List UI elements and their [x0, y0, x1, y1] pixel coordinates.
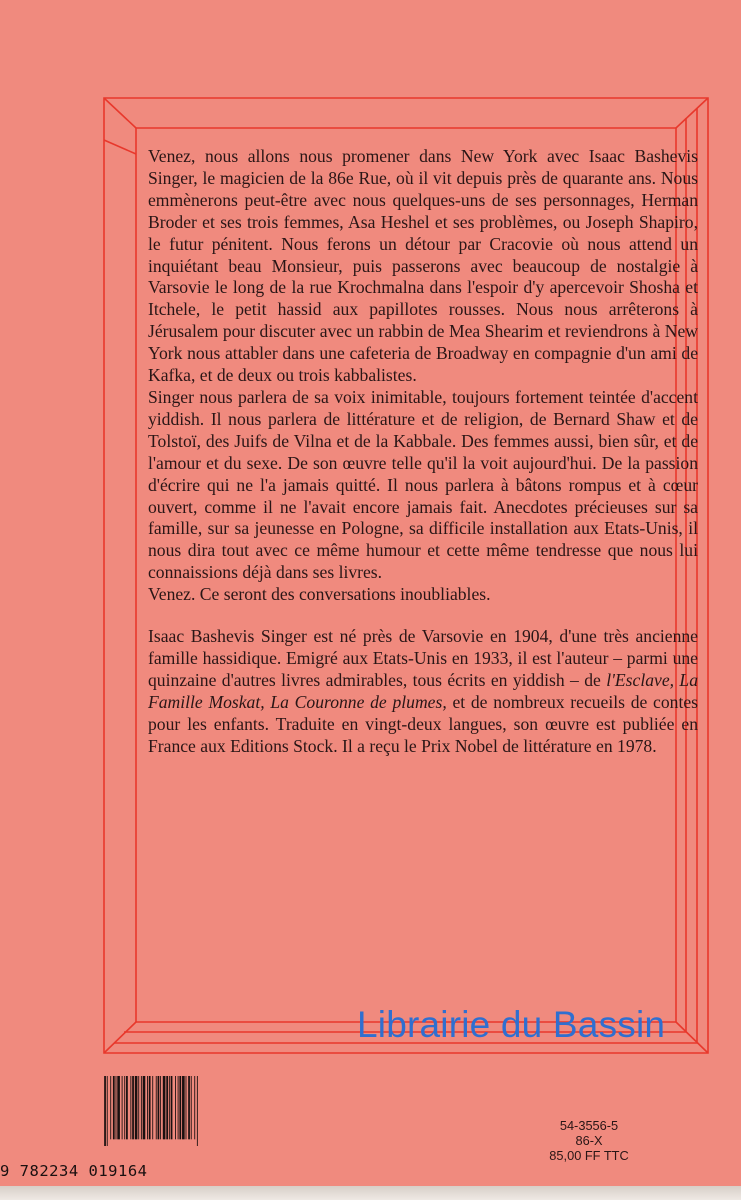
barcode-bar — [178, 1076, 179, 1139]
barcode-bar — [166, 1076, 168, 1139]
barcode-bar — [107, 1076, 108, 1146]
barcode-bar — [117, 1076, 120, 1139]
barcode-bar — [191, 1076, 192, 1139]
author-bio-part-1: Isaac Bashevis Singer est né près de Varsovie en 1904, d'une très ancienne famille hassidique. Emigré aux Etats-Unis en 1933, il est l'auteur – parmi une quinzaine d'autres livres admirables, tous écrits en yiddish – de — [148, 626, 698, 690]
barcode-bar — [149, 1076, 151, 1139]
barcode-bar — [186, 1076, 187, 1139]
barcode-bar — [158, 1076, 160, 1139]
author-bio — [148, 626, 698, 757]
isbn-code: 54-3556-5 — [559, 1118, 619, 1133]
barcode-bar — [156, 1076, 157, 1139]
barcode-bar — [124, 1076, 125, 1139]
barcode-bar — [194, 1076, 195, 1139]
barcode-bars — [90, 1076, 240, 1146]
barcode-bar — [147, 1076, 148, 1139]
barcode-bar — [163, 1076, 166, 1139]
barcode-bar — [122, 1076, 123, 1139]
barcode-bar — [171, 1076, 173, 1139]
blurb-text — [148, 146, 698, 757]
barcode-bar — [126, 1076, 128, 1139]
barcode-bar — [197, 1076, 198, 1146]
barcode-bar — [130, 1076, 131, 1139]
barcode-bar — [179, 1076, 181, 1139]
author-bio-part-2: et de nombreux recueils de contes pour les enfants. Traduite en vingt-deux langues, son œuvre est publiée en France aux Editions Stock. Il a reçu le Prix Nobel de littérature en 1978. — [148, 691, 698, 756]
barcode-bar — [188, 1076, 190, 1139]
barcode-bar — [132, 1076, 134, 1139]
blurb-paragraph-1: Venez, nous allons nous promener dans New York avec Isaac Bashevis Singer, le magicien de la 86e Rue, où il vit depuis près de quarante ans. Nous emmènerons peut-être avec nous quelques-uns de ses personnages, Herman Broder et ses trois femmes, Asa Heshel et ses problèmes, ou Joseph Shapiro, le futur pénitent. Nous ferons un détour par Cracovie où nous attend un inquiétant beau Monsieur, puis passerons avec beaucoup de nostalgie à Varsovie le long de la rue Krochmalna dans l'espoir d'y apercevoir Shosha et Itchele, le petit hassid aux papillotes rousses. Nous nous arrêterons à Jérusalem pour discuter avec un rabbin de Mea Shearim et reviendrons à New York nous attabler dans une cafeteria de Broadway en compagnie d'un ami de Kafka, et de deux ou trois kabbalistes. — [148, 146, 698, 386]
author-bio-titles: l'Esclave, La Famille Moskat, La Couronne de plumes, — [148, 669, 698, 712]
barcode-bar — [152, 1076, 153, 1139]
barcode-number: 9 782234 019164 — [0, 1162, 148, 1180]
barcode-bar — [175, 1076, 176, 1139]
barcode-bar — [143, 1076, 146, 1139]
barcode-bar — [138, 1076, 139, 1139]
barcode — [86, 1072, 246, 1166]
table-surface — [0, 1186, 741, 1200]
blurb-paragraph-2: Singer nous parlera de sa voix inimitable, toujours fortement teintée d'accent yiddish. Il nous parlera de littérature et de religion, de Bernard Shaw et de Tolstoï, des Juifs de Vilna et de la Kabbale. Des femmes aussi, bien sûr, et de l'amour et du sexe. De son œuvre telle qu'il la voit aujourd'hui. De la passion d'écrire qui ne l'a jamais quitté. Il nous parlera à bâtons rompus et à cœur ouvert, comme il ne l'avait encore jamais fait. Anecdotes précieuses sur sa famille, sur sa jeunesse en Pologne, sa difficile installation aux Etats-Unis, il nous dira tout avec ce même humour et cette même tendresse que nous lui connaissions déjà dans ses livres. — [148, 386, 698, 583]
barcode-bar — [113, 1076, 115, 1139]
barcode-bar — [135, 1076, 138, 1139]
barcode-bar — [141, 1076, 142, 1139]
price-label: 85,00 FF TTC — [549, 1148, 629, 1163]
barcode-bar — [110, 1076, 111, 1139]
barcode-bar — [160, 1076, 161, 1139]
blurb-paragraph-3: Venez. Ce seront des conversations inoubliables. — [148, 584, 491, 605]
edition-code: 86-X — [575, 1133, 603, 1148]
barcode-bar — [169, 1076, 170, 1139]
watermark-text: Librairie du Bassin — [357, 1004, 666, 1045]
price-codes — [534, 1118, 644, 1163]
barcode-bar — [182, 1076, 185, 1139]
barcode-bar — [116, 1076, 117, 1139]
barcode-bar — [104, 1076, 106, 1146]
